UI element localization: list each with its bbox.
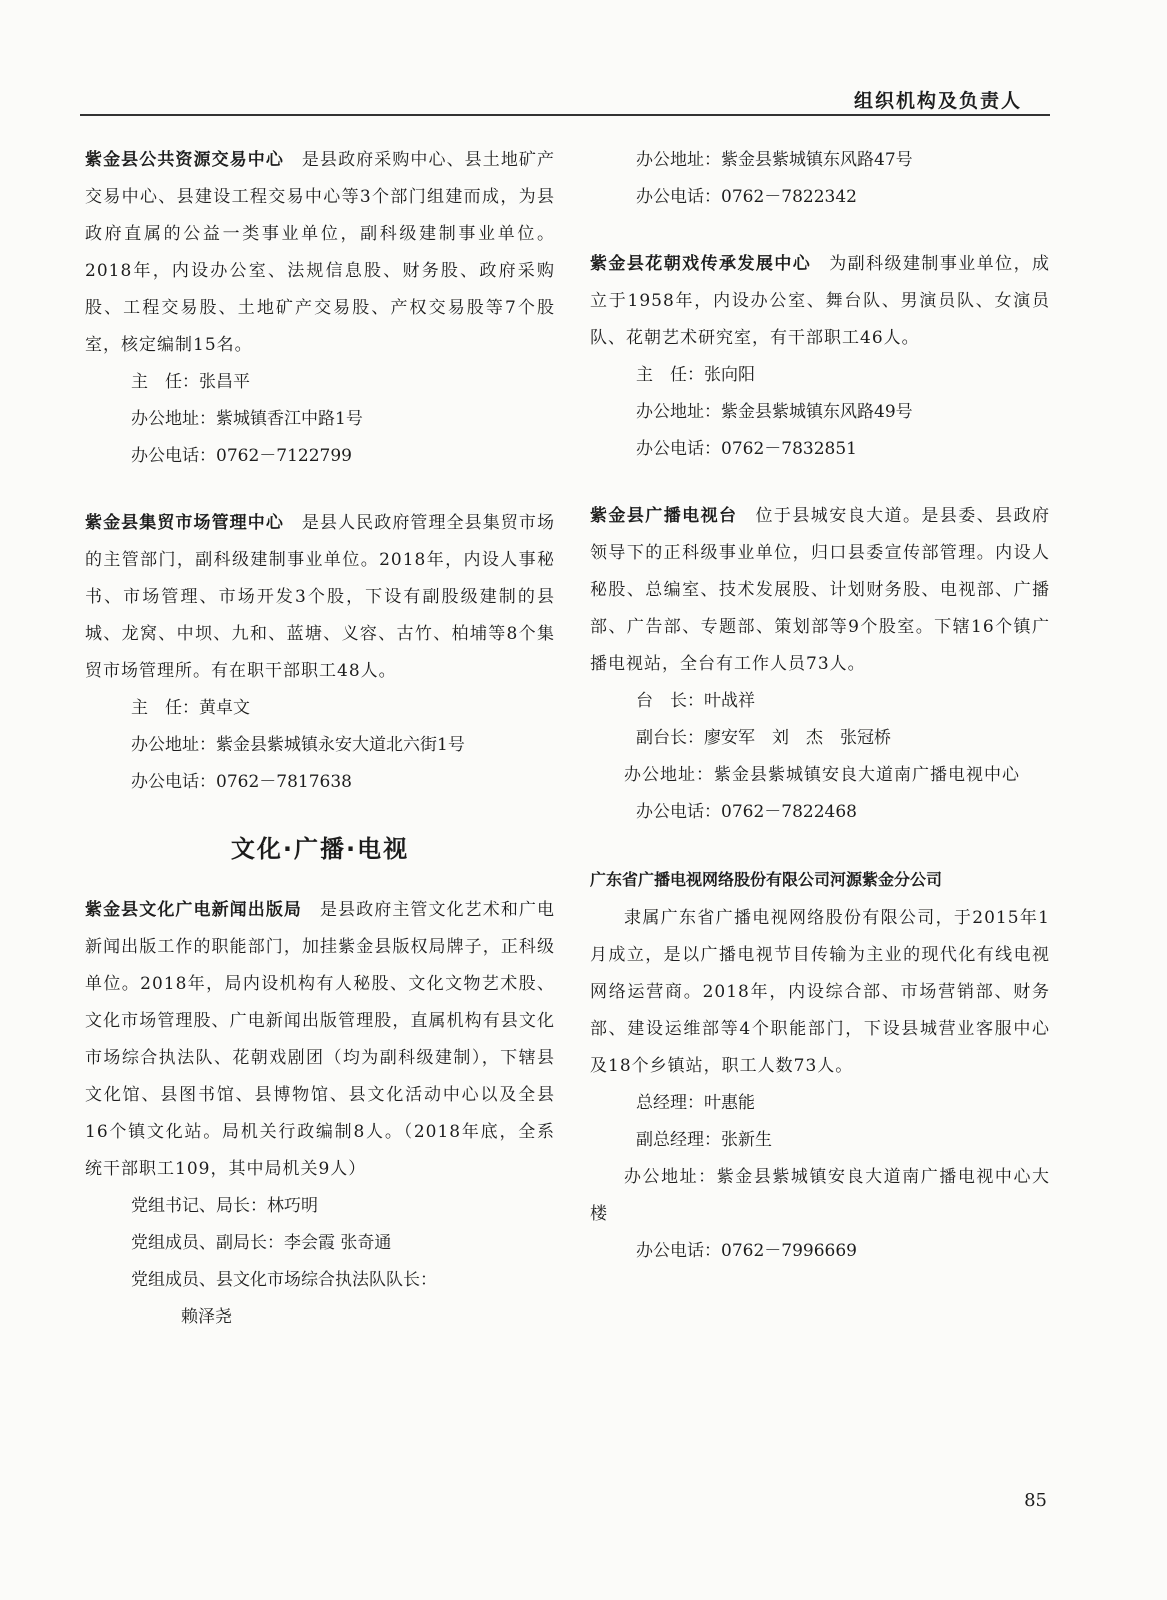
entry-name: 紫金县公共资源交易中心 xyxy=(85,150,284,170)
entry-description: 是县政府主管文化艺术和广电新闻出版工作的职能部门，加挂紫金县版权局牌子，正科级单位。2018年，局内设机构有人秘股、文化文物艺术股、文化市场管理股、广电新闻出版管理股，直属机构有县文化市场综合执法队、花朝戏剧团（均为副科级建制），下辖县文化馆、县图书馆、县博物馆、县文化活动中心以及全县16个镇文化站。局机关行政编制8人。（2018年底，全系统干部职工109，其中局机关9人） xyxy=(85,900,555,1179)
address-line: 办公地址：紫城镇香江中路1号 xyxy=(131,409,363,429)
manager-line: 总经理：叶惠能 xyxy=(636,1093,755,1113)
entry-description: 位于县城安良大道。是县委、县政府领导下的正科级事业单位，归口县委宣传部管理。内设人秘股、总编室、技术发展股、计划财务股、电视部、广播部、广告部、专题部、策划部等9个股室。下辖16个镇广播电视站，全台有工作人员73人。 xyxy=(590,506,1051,674)
team-leader-line: 党组成员、县文化市场综合执法队队长： xyxy=(131,1270,437,1290)
entry-description: 是县人民政府管理全县集贸市场的主管部门，副科级建制事业单位。2018年，内设人事秘书、市场管理、市场开发3个股，下设有副股级建制的县城、龙窝、中坝、九和、蓝塘、义容、古竹、柏埔等8个集贸市场管理所。有在职干部职工48人。 xyxy=(85,513,556,681)
right-column xyxy=(590,142,1050,1300)
entry-culture-bureau xyxy=(85,892,555,1336)
entry-continuation xyxy=(590,142,1050,216)
phone-line: 办公电话：0762－7817638 xyxy=(131,772,352,792)
entry-broadcasting-station xyxy=(590,498,1050,831)
entry-name: 紫金县文化广电新闻出版局 xyxy=(85,900,302,920)
entry-name: 广东省广播电视网络股份有限公司河源紫金分公司 xyxy=(590,870,943,889)
address-line: 办公地址：紫金县紫城镇安良大道南广播电视中心大楼 xyxy=(590,1167,1050,1224)
deputy-line: 党组成员、副局长：李会霞 张奇通 xyxy=(131,1233,392,1253)
director-line: 主 任：张昌平 xyxy=(131,372,250,392)
director-line: 主 任：张向阳 xyxy=(636,365,755,385)
entry-description: 隶属广东省广播电视网络股份有限公司，于2015年1月成立，是以广播电视节目传输为主业的现代化有线电视网络运营商。2018年，内设综合部、市场营销部、财务部、建设运维部等4个职能部门，下设县城营业客服中心及18个乡镇站，职工人数73人。 xyxy=(590,908,1050,1076)
entry-name: 紫金县花朝戏传承发展中心 xyxy=(590,254,812,274)
phone-line: 办公电话：0762－7996669 xyxy=(636,1241,857,1261)
entry-public-resource-center xyxy=(85,142,555,475)
phone-line: 办公电话：0762－7122799 xyxy=(131,446,352,466)
phone-line: 办公电话：0762－7832851 xyxy=(636,439,857,459)
header-title: 组织机构及负责人 xyxy=(853,90,1022,112)
section-title: 文化·广播·电视 xyxy=(230,835,410,863)
entry-huachao-opera-center xyxy=(590,246,1050,468)
running-header xyxy=(80,70,1050,116)
entry-description: 是县政府采购中心、县土地矿产交易中心、县建设工程交易中心等3个部门组建而成，为县政府直属的公益一类事业单位，副科级建制事业单位。2018年，内设办公室、法规信息股、财务股、政府采购股、工程交易股、土地矿产交易股、产权交易股等7个股室，核定编制15名。 xyxy=(85,150,556,355)
address-line: 办公地址：紫金县紫城镇永安大道北六街1号 xyxy=(131,735,465,755)
entry-market-management-center xyxy=(85,505,555,801)
address-line: 办公地址：紫金县紫城镇安良大道南广播电视中心 xyxy=(624,765,1020,785)
deputy-line: 副台长：廖安军 刘 杰 张冠桥 xyxy=(636,728,891,748)
page-number: 85 xyxy=(1024,1490,1047,1511)
address-line: 办公地址：紫金县紫城镇东风路49号 xyxy=(636,402,913,422)
team-leader-name: 赖泽尧 xyxy=(181,1307,232,1327)
secretary-line: 党组书记、局长：林巧明 xyxy=(131,1196,318,1216)
director-line: 主 任：黄卓文 xyxy=(131,698,250,718)
deputy-manager-line: 副总经理：张新生 xyxy=(636,1130,772,1150)
phone-line: 办公电话：0762－7822468 xyxy=(636,802,857,822)
entry-name: 紫金县集贸市场管理中心 xyxy=(85,513,284,533)
phone-line: 办公电话：0762－7822342 xyxy=(636,187,857,207)
entry-cable-network-company xyxy=(590,861,1050,1270)
address-line: 办公地址：紫金县紫城镇东风路47号 xyxy=(636,150,913,170)
entry-description: 为副科级建制事业单位，成立于1958年，内设办公室、舞台队、男演员队、女演员队、花朝艺术研究室，有干部职工46人。 xyxy=(590,254,1051,348)
director-line: 台 长：叶战祥 xyxy=(636,691,755,711)
left-column xyxy=(85,142,555,1366)
entry-name: 紫金县广播电视台 xyxy=(590,506,738,526)
